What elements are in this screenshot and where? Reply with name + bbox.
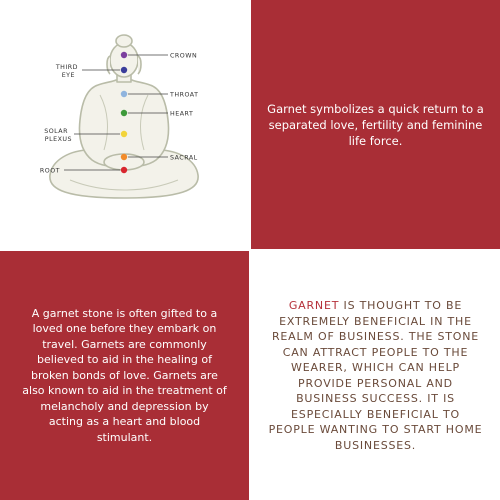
horizontal-divider	[0, 249, 500, 251]
root-label: ROOT	[39, 167, 60, 175]
healing-text: A garnet stone is often gifted to a loved one before they embark on travel. Garnets are commonly believed to aid in the healing of broken bonds of love. Garnets are also known to aid in the treatment of melancholy and depression by acting as a heart and blood stimulant.	[22, 306, 227, 444]
throat-label: THROAT	[170, 91, 199, 99]
sacral-label: SACRAL	[170, 154, 198, 162]
crown-chakra-dot	[121, 52, 127, 58]
symbolism-text: Garnet symbolizes a quick return to a separated love, fertility and feminine life force.	[267, 101, 484, 148]
figure-topknot	[116, 35, 132, 47]
healing-panel	[0, 251, 249, 500]
figure-ear-right	[138, 56, 141, 74]
chakra-diagram	[0, 0, 249, 249]
solar-plexus-chakra-dot	[121, 131, 127, 137]
symbolism-panel	[251, 0, 500, 249]
chakra-diagram-panel	[0, 0, 249, 249]
garnet-accent-word: GARNET	[288, 299, 340, 312]
throat-chakra-dot	[121, 91, 127, 97]
third-eye-chakra-dot	[121, 67, 127, 73]
figure-ear-left	[107, 56, 110, 74]
business-panel	[251, 251, 500, 500]
heart-label: HEART	[170, 110, 194, 118]
third-eye-label-line1: THIRD	[55, 64, 78, 71]
heart-chakra-dot	[121, 110, 127, 116]
sacral-chakra-dot	[121, 154, 127, 160]
third-eye-label-line2: EYE	[61, 72, 75, 79]
root-chakra-dot	[121, 167, 127, 173]
solar-plexus-label-line2: PLEXUS	[44, 136, 72, 143]
solar-plexus-label-line1: SOLAR	[44, 128, 68, 135]
business-text	[268, 298, 483, 453]
crown-label: CROWN	[170, 52, 198, 60]
business-body-text: IS THOUGHT TO BE EXTREMELY BENEFICIAL IN THE REALM OF BUSINESS. THE STONE CAN ATTRACT PEOPLE TO THE WEARER, WHICH CAN HELP PROVIDE PERSONAL AND BUSINESS SUCCESS. IT IS ESPECIALLY BENEFICIAL TO PEOPLE WANTING TO START HOME BUSINESSES.	[268, 299, 483, 452]
